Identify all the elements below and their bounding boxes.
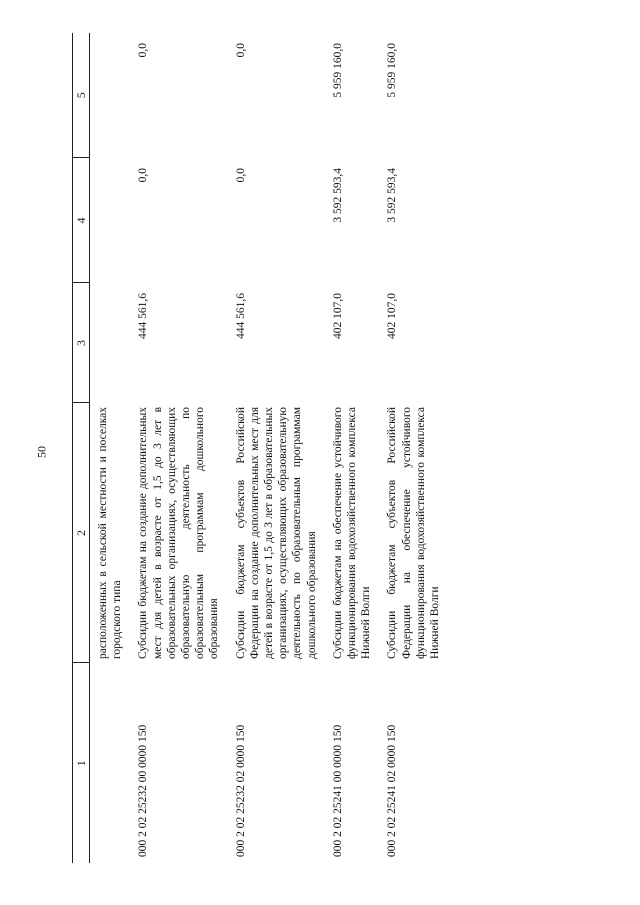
row-value-col5: 0,0 xyxy=(234,43,247,58)
table-row xyxy=(226,33,323,863)
row-value-col3: 402 107,0 xyxy=(386,293,399,339)
row-code: 000 2 02 25232 02 0000 150 xyxy=(234,724,247,857)
header-col-3: 3 xyxy=(73,283,90,403)
row-name: Субсидии бюджетам субъектов Российской Федерации на обеспечение устойчивого функционирования водохозяйственного комплекса Нижней Волги xyxy=(386,407,442,659)
continuation-row xyxy=(90,33,129,863)
row-value-col5: 5 959 160,0 xyxy=(386,43,399,98)
header-col-5: 5 xyxy=(73,33,90,158)
row-name: Субсидии бюджетам на создание дополнительных мест для детей в возрасте от 1,5 до 3 лет в образовательных организациях, осуществляющих образовательную деятельность по образовательным программам дошкольного образования xyxy=(137,407,221,659)
row-value-col5: 5 959 160,0 xyxy=(331,43,344,98)
row-value-col3: 444 561,6 xyxy=(234,293,247,339)
row-name: Субсидии бюджетам на обеспечение устойчивого функционирования водохозяйственного комплекса Нижней Волги xyxy=(331,407,373,659)
table-row xyxy=(377,33,446,863)
continuation-text: расположенных в сельской местности и поселках городского типа xyxy=(97,407,124,659)
row-code: 000 2 02 25241 02 0000 150 xyxy=(386,724,399,857)
table-header-row xyxy=(73,33,90,863)
row-value-col5: 0,0 xyxy=(137,43,150,58)
budget-table-container xyxy=(72,33,612,863)
header-col-1: 1 xyxy=(73,663,90,863)
page-number: 50 xyxy=(34,446,49,458)
table-row xyxy=(323,33,378,863)
row-value-col4: 0,0 xyxy=(234,168,247,183)
table-row xyxy=(128,33,225,863)
header-col-4: 4 xyxy=(73,158,90,283)
row-value-col4: 3 592 593,4 xyxy=(331,168,344,223)
row-value-col3: 402 107,0 xyxy=(331,293,344,339)
row-value-col3: 444 561,6 xyxy=(137,293,150,339)
row-value-col4: 3 592 593,4 xyxy=(386,168,399,223)
row-value-col4: 0,0 xyxy=(137,168,150,183)
row-name: Субсидии бюджетам субъектов Российской Федерации на создание дополнительных мест для детей в возрасте от 1,5 до 3 лет в образовательных организациях, осуществляющих образовательную деятельность по образовательным программам дошкольного образования xyxy=(234,407,318,659)
row-code: 000 2 02 25241 00 0000 150 xyxy=(331,724,344,857)
header-col-2: 2 xyxy=(73,403,90,663)
budget-table xyxy=(72,33,446,863)
row-code: 000 2 02 25232 00 0000 150 xyxy=(137,724,150,857)
